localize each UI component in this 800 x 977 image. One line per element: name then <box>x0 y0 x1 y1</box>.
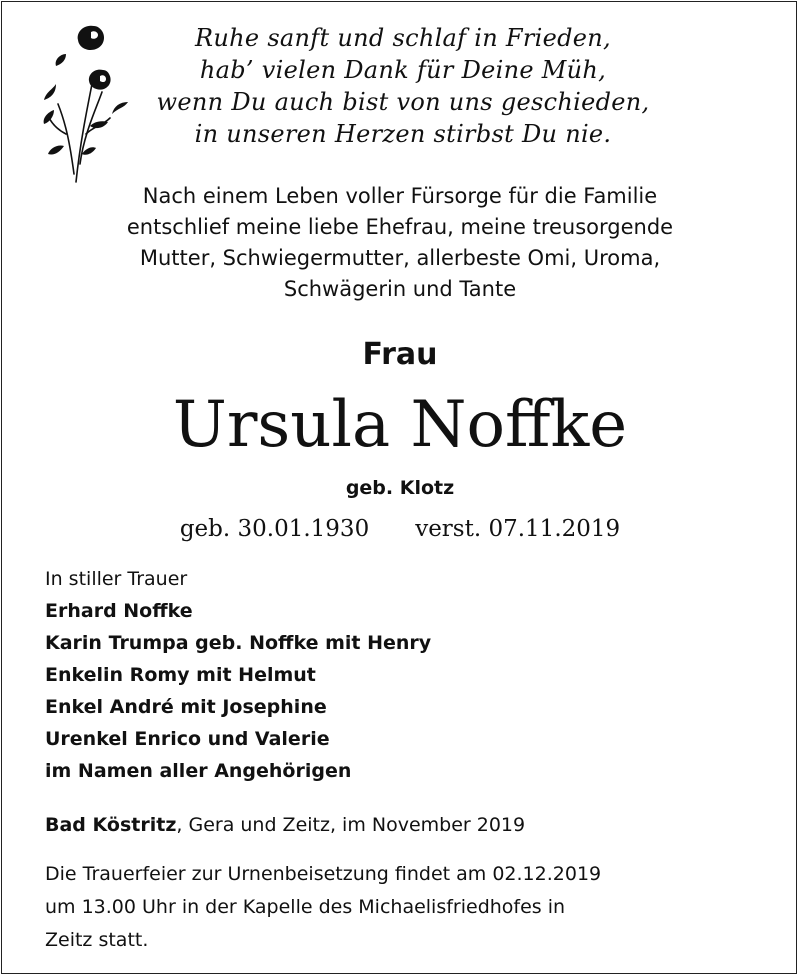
intro-text <box>20 181 780 305</box>
mourner-name: im Namen aller Angehörigen <box>45 760 352 782</box>
mourner-name: Karin Trumpa geb. Noffke mit Henry <box>45 632 432 654</box>
intro-line: Nach einem Leben voller Fürsorge für die Familie <box>142 184 658 208</box>
rose-icon <box>36 14 132 184</box>
notice-line: Zeitz statt. <box>45 929 149 951</box>
mourner-name: Enkel André mit Josephine <box>45 696 327 718</box>
deceased-name: Ursula Noffke <box>172 388 628 462</box>
poem-line: in unseren Herzen stirbst Du nie. <box>194 120 612 148</box>
deceased-title: Frau <box>362 337 438 372</box>
poem-line: Ruhe sanft und schlaf in Frieden, <box>195 24 611 52</box>
mourner-name: Enkelin Romy mit Helmut <box>45 664 316 686</box>
notice-line: Die Trauerfeier zur Urnenbeisetzung findet am 02.12.2019 <box>45 863 602 885</box>
funeral-notice <box>45 858 775 957</box>
mourners-lead: In stiller Trauer <box>45 568 188 590</box>
place-date-line <box>45 809 775 841</box>
mourner-name: Urenkel Enrico und Valerie <box>45 728 330 750</box>
death-date: verst. 07.11.2019 <box>415 516 621 542</box>
life-dates <box>0 512 800 546</box>
place-rest: , Gera und Zeitz, im November 2019 <box>176 814 526 836</box>
mourner-name: Erhard Noffke <box>45 600 193 622</box>
intro-line: Schwägerin und Tante <box>283 277 517 301</box>
mourners-list <box>45 563 765 787</box>
poem-line: hab’ vielen Dank für Deine Müh, <box>199 56 607 84</box>
place-town: Bad Köstritz <box>45 814 177 836</box>
poem <box>120 22 686 150</box>
birth-date: geb. 30.01.1930 <box>179 516 370 542</box>
intro-line: entschlief meine liebe Ehefrau, meine treusorgende <box>126 215 674 239</box>
notice-line: um 13.00 Uhr in der Kapelle des Michaelisfriedhofes in <box>45 896 566 918</box>
intro-line: Mutter, Schwiegermutter, allerbeste Omi, Uroma, <box>139 246 661 270</box>
maiden-name: geb. Klotz <box>345 477 455 499</box>
poem-line: wenn Du auch bist von uns geschieden, <box>156 88 650 116</box>
